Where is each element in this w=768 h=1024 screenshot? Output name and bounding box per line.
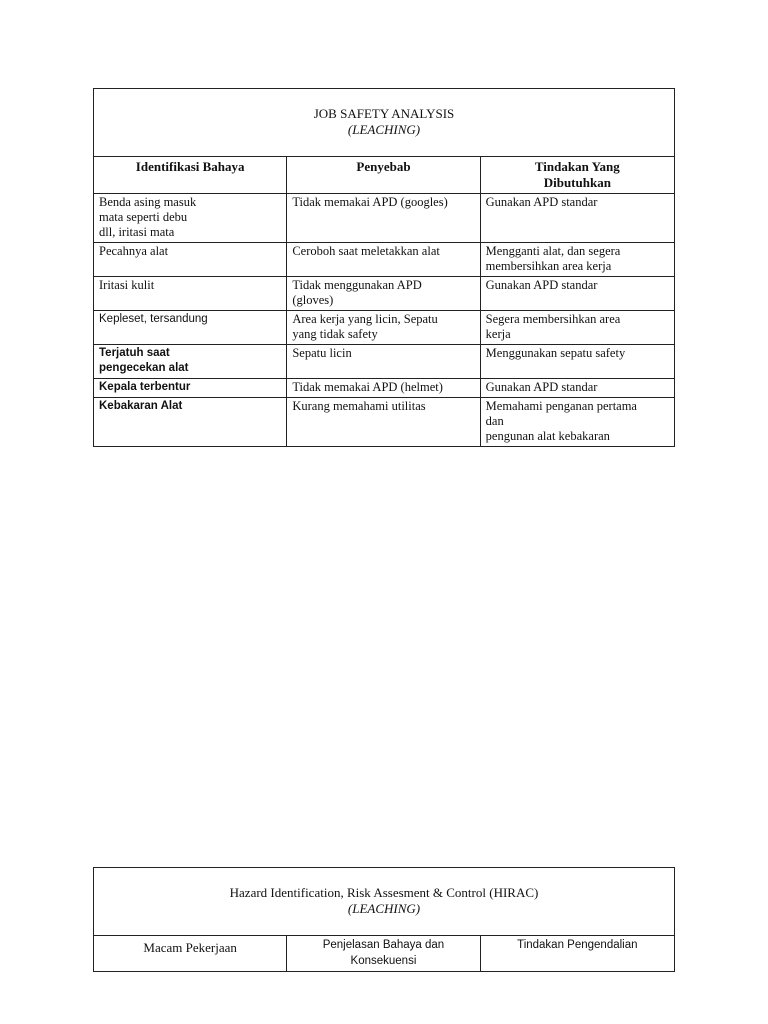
jsa-cell-hazard: Terjatuh saat pengecekan alat <box>94 345 287 379</box>
jsa-title-row <box>94 89 675 157</box>
jsa-cell-hazard: Kepala terbentur <box>94 379 287 398</box>
jsa-cell-cause: Ceroboh saat meletakkan alat <box>287 243 480 277</box>
jsa-subtitle: (LEACHING) <box>347 122 421 137</box>
hirac-header-row <box>94 936 675 972</box>
jsa-cell-hazard: Kepleset, tersandung <box>94 311 287 345</box>
table-row <box>94 194 675 243</box>
jsa-header-row <box>94 157 675 194</box>
jsa-cell-cause: Tidak memakai APD (googles) <box>287 194 480 243</box>
jsa-table <box>93 88 675 447</box>
hirac-title: Hazard Identification, Risk Assesment & Control (HIRAC) <box>229 885 539 900</box>
table-row <box>94 277 675 311</box>
jsa-cell-cause: Tidak memakai APD (helmet) <box>287 379 480 398</box>
jsa-title-cell <box>94 89 675 157</box>
jsa-cell-action: Menggunakan sepatu safety <box>480 345 674 379</box>
jsa-cell-hazard: Kebakaran Alat <box>94 398 287 447</box>
jsa-cell-cause: Tidak menggunakan APD (gloves) <box>287 277 480 311</box>
table-row <box>94 398 675 447</box>
jsa-cell-hazard: Benda asing masuk mata seperti debu dll, iritasi mata <box>94 194 287 243</box>
jsa-cell-cause: Sepatu licin <box>287 345 480 379</box>
jsa-cell-action: Gunakan APD standar <box>480 194 674 243</box>
jsa-header-identifikasi: Identifikasi Bahaya <box>94 157 287 194</box>
hirac-title-cell <box>94 868 675 936</box>
jsa-cell-hazard: Iritasi kulit <box>94 277 287 311</box>
jsa-cell-action: Gunakan APD standar <box>480 277 674 311</box>
jsa-header-penyebab: Penyebab <box>287 157 480 194</box>
jsa-cell-action: Gunakan APD standar <box>480 379 674 398</box>
jsa-cell-action: Memahami penganan pertama dan pengunan alat kebakaran <box>480 398 674 447</box>
table-row <box>94 243 675 277</box>
hirac-header-macam-pekerjaan: Macam Pekerjaan <box>94 936 287 972</box>
table-row <box>94 379 675 398</box>
hirac-title-row <box>94 868 675 936</box>
table-row <box>94 311 675 345</box>
table-row <box>94 345 675 379</box>
jsa-title: JOB SAFETY ANALYSIS <box>313 106 455 121</box>
jsa-cell-action: Segera membersihkan area kerja <box>480 311 674 345</box>
jsa-header-tindakan: Tindakan Yang Dibutuhkan <box>480 157 674 194</box>
hirac-header-penjelasan: Penjelasan Bahaya dan Konsekuensi <box>287 936 480 972</box>
jsa-cell-cause: Area kerja yang licin, Sepatu yang tidak safety <box>287 311 480 345</box>
jsa-cell-action: Mengganti alat, dan segera membersihkan area kerja <box>480 243 674 277</box>
jsa-cell-hazard: Pecahnya alat <box>94 243 287 277</box>
jsa-cell-cause: Kurang memahami utilitas <box>287 398 480 447</box>
hirac-subtitle: (LEACHING) <box>347 901 421 916</box>
hirac-header-tindakan: Tindakan Pengendalian <box>480 936 674 972</box>
hirac-table <box>93 867 675 972</box>
